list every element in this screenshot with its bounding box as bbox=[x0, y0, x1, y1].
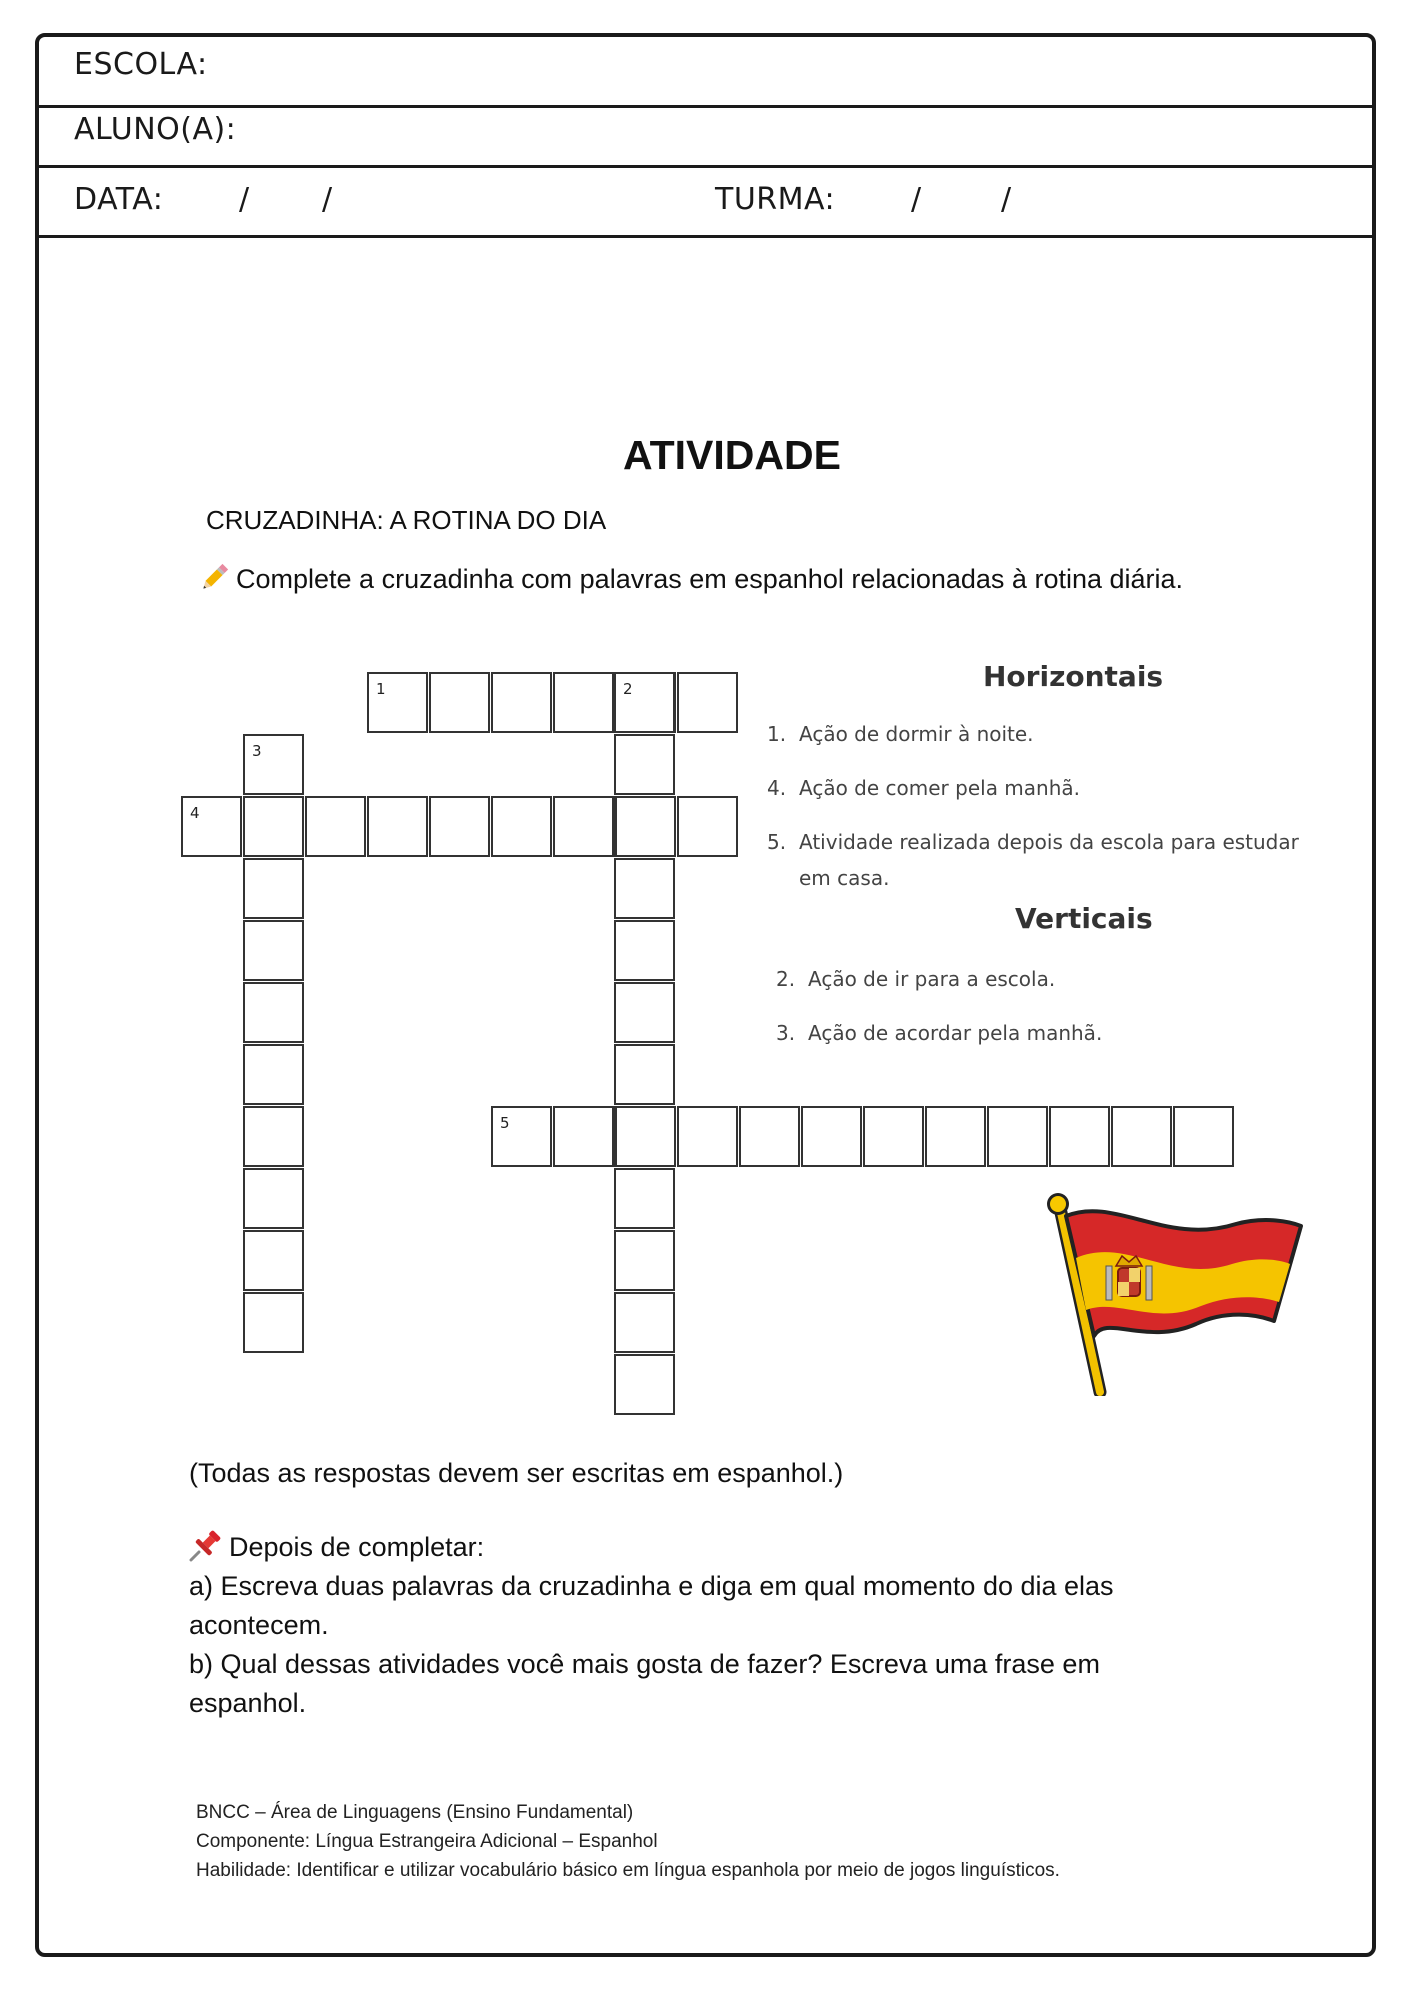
clue-number-label: 1 bbox=[376, 680, 386, 698]
bncc-line: Habilidade: Identificar e utilizar vocabulário básico em língua espanhola por meio de jogos linguísticos. bbox=[196, 1860, 1060, 1881]
page-title: ATIVIDADE bbox=[623, 432, 841, 478]
spain-flag-icon bbox=[1036, 1186, 1306, 1396]
crossword-cell[interactable] bbox=[243, 796, 304, 857]
clue-text: Ação de acordar pela manhã. bbox=[808, 1021, 1103, 1045]
crossword-cell[interactable] bbox=[801, 1106, 862, 1167]
clue-text: Atividade realizada depois da escola para estudar bbox=[799, 830, 1299, 854]
crossword-cell[interactable] bbox=[677, 672, 738, 733]
header-divider bbox=[39, 105, 1372, 108]
clue-number: 4. bbox=[767, 776, 787, 800]
date-label: DATA: bbox=[74, 182, 164, 217]
crossword-cell[interactable] bbox=[1111, 1106, 1172, 1167]
clue-item bbox=[776, 1015, 1102, 1051]
follow-up-heading bbox=[189, 1528, 1189, 1567]
crossword-cell[interactable] bbox=[429, 672, 490, 733]
question-b: b) Qual dessas atividades você mais gosta de fazer? Escreva uma frase em espanhol. bbox=[189, 1649, 1100, 1718]
clue-text: Ação de comer pela manhã. bbox=[799, 776, 1081, 800]
clue-number-label: 3 bbox=[252, 742, 262, 760]
crossword-cell[interactable] bbox=[614, 734, 675, 795]
crossword-cell[interactable] bbox=[243, 982, 304, 1043]
crossword-cell[interactable] bbox=[614, 672, 675, 733]
class-separator: / bbox=[911, 182, 922, 217]
crossword-cell[interactable] bbox=[367, 672, 428, 733]
clue-item bbox=[767, 860, 889, 896]
question-a: a) Escreva duas palavras da cruzadinha e diga em qual momento do dia elas acontecem. bbox=[189, 1571, 1114, 1640]
clue-text: em casa. bbox=[799, 866, 890, 890]
clue-item bbox=[767, 824, 1299, 860]
pushpin-icon bbox=[189, 1528, 223, 1562]
follow-up-questions bbox=[189, 1528, 1189, 1723]
crossword-cell[interactable] bbox=[243, 1230, 304, 1291]
clue-item bbox=[767, 716, 1034, 752]
clue-number: 3. bbox=[776, 1021, 796, 1045]
clue-number: 1. bbox=[767, 722, 787, 746]
crossword-cell[interactable] bbox=[863, 1106, 924, 1167]
clue-number-label: 5 bbox=[500, 1114, 510, 1132]
student-label: ALUNO(A): bbox=[74, 112, 237, 147]
crossword-cell[interactable] bbox=[243, 920, 304, 981]
date-separator: / bbox=[239, 182, 250, 217]
follow-up-heading-text: Depois de completar: bbox=[229, 1532, 485, 1562]
crossword-cell[interactable] bbox=[1173, 1106, 1234, 1167]
crossword-cell[interactable] bbox=[614, 858, 675, 919]
crossword-cell[interactable] bbox=[677, 796, 738, 857]
instruction bbox=[196, 562, 1183, 595]
crossword-cell[interactable] bbox=[614, 1230, 675, 1291]
crossword-cell[interactable] bbox=[491, 672, 552, 733]
clue-text: Ação de ir para a escola. bbox=[808, 967, 1056, 991]
crossword-cell[interactable] bbox=[925, 1106, 986, 1167]
class-separator: / bbox=[1001, 182, 1012, 217]
date-separator: / bbox=[322, 182, 333, 217]
crossword-cell[interactable] bbox=[615, 796, 676, 857]
crossword-cell[interactable] bbox=[243, 1292, 304, 1353]
clue-number: 5. bbox=[767, 830, 787, 854]
clue-number-label: 2 bbox=[623, 680, 633, 698]
bncc-line: Componente: Língua Estrangeira Adicional – Espanhol bbox=[196, 1831, 658, 1852]
bncc-footer bbox=[196, 1798, 1060, 1885]
class-label: TURMA: bbox=[715, 182, 836, 217]
crossword-cell[interactable] bbox=[243, 1106, 304, 1167]
crossword-cell[interactable] bbox=[181, 796, 242, 857]
horizontal-clues-title: Horizontais bbox=[983, 660, 1164, 693]
crossword-cell[interactable] bbox=[243, 858, 304, 919]
crossword-cell[interactable] bbox=[553, 672, 614, 733]
header-divider bbox=[39, 235, 1372, 238]
crossword-cell[interactable] bbox=[491, 796, 552, 857]
crossword-cell[interactable] bbox=[243, 734, 304, 795]
vertical-clues-title: Verticais bbox=[1015, 902, 1153, 935]
clue-item bbox=[776, 961, 1055, 997]
crossword-cell[interactable] bbox=[243, 1044, 304, 1105]
crossword-cell[interactable] bbox=[491, 1106, 552, 1167]
crossword-cell[interactable] bbox=[305, 796, 366, 857]
bncc-line: BNCC – Área de Linguagens (Ensino Fundamental) bbox=[196, 1802, 634, 1823]
crossword-cell[interactable] bbox=[614, 982, 675, 1043]
note: (Todas as respostas devem ser escritas em espanhol.) bbox=[189, 1458, 844, 1488]
crossword-cell[interactable] bbox=[615, 1106, 676, 1167]
school-label: ESCOLA: bbox=[74, 47, 208, 82]
crossword-cell[interactable] bbox=[677, 1106, 738, 1167]
crossword-cell[interactable] bbox=[367, 796, 428, 857]
instruction-text: Complete a cruzadinha com palavras em espanhol relacionadas à rotina diária. bbox=[236, 564, 1184, 594]
header-divider bbox=[39, 165, 1372, 168]
clue-number-label: 4 bbox=[190, 804, 200, 822]
clue-item bbox=[767, 770, 1080, 806]
crossword-cell[interactable] bbox=[243, 1168, 304, 1229]
crossword-cell[interactable] bbox=[987, 1106, 1048, 1167]
crossword-cell[interactable] bbox=[739, 1106, 800, 1167]
crossword-cell[interactable] bbox=[553, 1106, 614, 1167]
crossword-cell[interactable] bbox=[614, 1354, 675, 1415]
crossword-cell[interactable] bbox=[614, 1168, 675, 1229]
pencil-icon bbox=[196, 562, 232, 594]
clue-text: Ação de dormir à noite. bbox=[799, 722, 1034, 746]
crossword-cell[interactable] bbox=[553, 796, 614, 857]
subtitle: CRUZADINHA: A ROTINA DO DIA bbox=[206, 505, 607, 535]
crossword-cell[interactable] bbox=[614, 1292, 675, 1353]
crossword-cell[interactable] bbox=[429, 796, 490, 857]
crossword-cell[interactable] bbox=[614, 1044, 675, 1105]
crossword-cell[interactable] bbox=[1049, 1106, 1110, 1167]
crossword-cell[interactable] bbox=[614, 920, 675, 981]
clue-number: 2. bbox=[776, 967, 796, 991]
